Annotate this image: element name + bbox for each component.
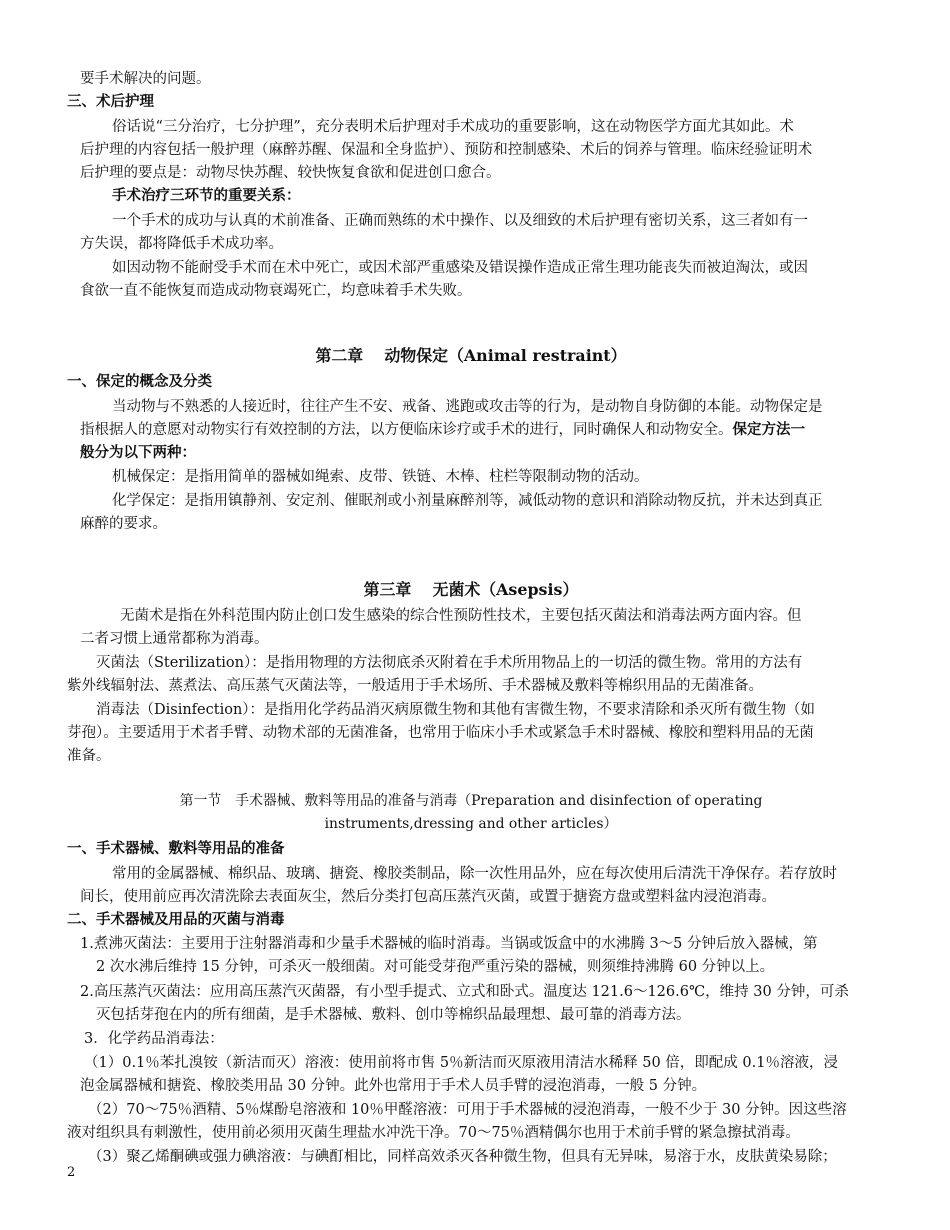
chapter-title: 第三章 无菌术（Asepsis）	[363, 580, 579, 599]
paragraph-line: 准备。	[67, 748, 111, 764]
paragraph-line: 常用的金属器械、棉织品、玻璃、搪瓷、橡胶类制品，除一次性用品外，应在每次使用后清洗干净保存。若存放时	[112, 866, 837, 882]
paragraph-line: 3．化学药品消毒法：	[84, 1031, 224, 1047]
paragraph-line	[80, 420, 805, 440]
paragraph-line: 灭包括芽孢在内的所有细菌，是手术器械、敷料、创巾等棉织品最理想、最可靠的消毒方法。	[96, 1007, 691, 1023]
bold-text: 保定方法一	[732, 421, 805, 438]
paragraph-line: 2 次水沸后维持 15 分钟，可杀灭一般细菌。对可能受芽孢严重污染的器械，则须维持沸腾 60 分钟以上。	[96, 959, 775, 975]
paragraph-line: 后护理的要点是：动物尽快苏醒、较快恢复食欲和促进创口愈合。	[80, 165, 501, 181]
section-title: instruments,dressing and other articles）	[324, 816, 618, 832]
page-number: 2	[67, 1165, 76, 1180]
bold-line: 般分为以下两种：	[80, 444, 196, 461]
paragraph-line: 1.煮沸灭菌法：主要用于注射器消毒和少量手术器械的临时消毒。当锅或饭盒中的水沸腾 3～5 分钟后放入器械，第	[80, 936, 818, 952]
paragraph-line: （3）聚乙烯酮碘或强力碘溶液：与碘酊相比，同样高效杀灭各种微生物，但具有无异味，易溶于水，皮肤黄染易除；	[88, 1149, 837, 1165]
paragraph-line: 食欲一直不能恢复而造成动物衰竭死亡，均意味着手术失败。	[80, 283, 472, 299]
paragraph-line: 麻醉的要求。	[80, 516, 167, 532]
subheading: 手术治疗三环节的重要关系：	[112, 187, 301, 204]
paragraph-line: 液对组织具有刺激性，使用前必须用灭菌生理盐水冲洗干净。70～75％酒精偶尔也用于术前手臂的紧急擦拭消毒。	[67, 1125, 800, 1141]
paragraph-line: 化学保定：是指用镇静剂、安定剂、催眠剂或小剂量麻醉剂等，减低动物的意识和消除动物反抗，并未达到真正	[112, 493, 823, 509]
paragraph-line: 当动物与不熟悉的人接近时，往往产生不安、戒备、逃跑或攻击等的行为，是动物自身防御的本能。动物保定是	[112, 399, 823, 415]
paragraph-line: 方失误，都将降低手术成功率。	[80, 236, 283, 252]
paragraph-line: 紫外线辐射法、蒸煮法、高压蒸气灭菌法等，一般适用于手术场所、手术器械及敷料等棉织用品的无菌准备。	[67, 678, 763, 694]
section-heading: 一、手术器械、敷料等用品的准备	[67, 840, 285, 857]
section-title: 第一节 手术器械、敷料等用品的准备与消毒（Preparation and disinfection of operating	[179, 793, 763, 809]
section-heading: 二、手术器械及用品的灭菌与消毒	[67, 911, 285, 928]
paragraph-line: 机械保定：是指用简单的器械如绳索、皮带、铁链、木棒、柱栏等限制动物的活动。	[112, 469, 649, 485]
paragraph-line: 无菌术是指在外科范围内防止创口发生感染的综合性预防性技术，主要包括灭菌法和消毒法两方面内容。但	[120, 608, 802, 624]
paragraph-line: 俗话说“三分治疗，七分护理”，充分表明术后护理对手术成功的重要影响，这在动物医学方面尤其如此。术	[112, 119, 794, 135]
paragraph-line: 灭菌法（Sterilization）：是指用物理的方法彻底杀灭附着在手术所用物品上的一切活的微生物。常用的方法有	[96, 655, 803, 671]
paragraph-line: 后护理的内容包括一般护理（麻醉苏醒、保温和全身监护）、预防和控制感染、术后的饲养与管理。临床经验证明术	[80, 142, 813, 158]
section-heading: 一、保定的概念及分类	[67, 373, 212, 390]
paragraph-line: 二者习惯上通常都称为消毒。	[80, 631, 269, 647]
paragraph-line: 泡金属器械和搪瓷、橡胶类用品 30 分钟。此外也常用于手术人员手臂的浸泡消毒，一般 5 分钟。	[80, 1078, 707, 1094]
paragraph-line: 2.高压蒸汽灭菌法：应用高压蒸汽灭菌器，有小型手提式、立式和卧式。温度达 121.6～126.6℃，维持 30 分钟，可杀	[80, 984, 849, 1000]
paragraph-line: 芽孢）。主要适用于术者手臂、动物术部的无菌准备，也常用于临床小手术或紧急手术时器械、橡胶和塑料用品的无菌	[67, 725, 814, 741]
paragraph-line: 间长，使用前应再次清洗除去表面灰尘，然后分类打包高压蒸汽灭菌，或置于搪瓷方盘或塑料盆内浸泡消毒。	[80, 889, 776, 905]
paragraph-line: （1）0.1％苯扎溴铵（新洁而灭）溶液：使用前将市售 5％新洁而灭原液用清洁水稀释 50 倍，即配成 0.1％溶液，浸	[84, 1055, 838, 1071]
chapter-title: 第二章 动物保定（Animal restraint）	[315, 346, 627, 365]
paragraph-line: 要手术解决的问题。	[80, 71, 211, 87]
section-heading: 三、术后护理	[67, 93, 154, 110]
paragraph-line: （2）70～75％酒精、5％煤酚皂溶液和 10％甲醛溶液：可用于手术器械的浸泡消毒，一般不少于 30 分钟。因这些溶	[88, 1102, 847, 1118]
paragraph-line: 消毒法（Disinfection）：是指用化学药品消灭病原微生物和其他有害微生物，不要求清除和杀灭所有微生物（如	[96, 702, 816, 718]
paragraph-text: 指根据人的意愿对动物实行有效控制的方法，以方便临床诊疗或手术的进行，同时确保人和动物安全。	[80, 422, 733, 438]
paragraph-line: 如因动物不能耐受手术而在术中死亡，或因术部严重感染及错误操作造成正常生理功能丧失而被迫淘汰，或因	[112, 260, 808, 276]
paragraph-line: 一个手术的成功与认真的术前准备、正确而熟练的术中操作、以及细致的术后护理有密切关系，这三者如有一	[112, 213, 808, 229]
